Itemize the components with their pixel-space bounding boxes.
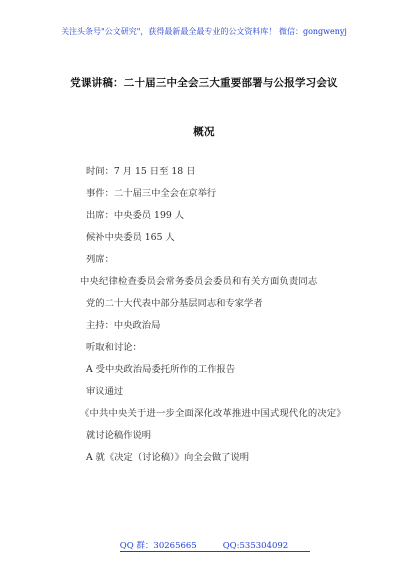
paragraph-decision-title: 《中共中央关于进一步全面深化改革推进中国式现代化的决定》: [80, 408, 346, 419]
header-promo-note: 关注头条号"公文研究"，获得最新最全最专业的公文资料库！ 微信：gongwenyj: [61, 27, 347, 36]
paragraph-draft-explanation: 就讨论稿作说明: [86, 430, 152, 441]
paragraph-adopted: 审议通过: [86, 386, 124, 397]
paragraph-observers-heading: 列席：: [86, 254, 114, 265]
paragraph-observers-representatives: 党的二十大代表中部分基层同志和专家学者: [86, 298, 263, 309]
paragraph-alternate-members: 候补中央委员 165 人: [86, 232, 175, 243]
paragraph-time: 时间：7 月 15 日至 18 日: [86, 166, 196, 177]
footer-underline: [120, 551, 310, 552]
document-body: [80, 166, 356, 474]
footer-qq-group: QQ 群：30265665: [119, 541, 197, 551]
footer-contact: [0, 539, 408, 551]
paragraph-work-report: A 受中央政治局委托所作的工作报告: [86, 364, 236, 375]
paragraph-draft-explanation-detail: A 就《决定（讨论稿）》向全会做了说明: [86, 452, 250, 463]
paragraph-heard-discussed: 听取和讨论：: [86, 342, 142, 353]
footer-qq: QQ:535304092: [222, 541, 289, 551]
document-title-continuation: 概况: [193, 126, 215, 138]
document-title: 党课讲稿：二十届三中全会三大重要部署与公报学习会议: [70, 77, 338, 89]
paragraph-presided-by: 主持：中央政治局: [86, 320, 161, 331]
paragraph-observers-discipline: 中央纪律检查委员会常务委员会委员和有关方面负责同志: [80, 276, 318, 287]
paragraph-event: 事件：二十届三中全会在京举行: [86, 188, 217, 199]
paragraph-attendance: 出席：中央委员 199 人: [86, 210, 185, 221]
